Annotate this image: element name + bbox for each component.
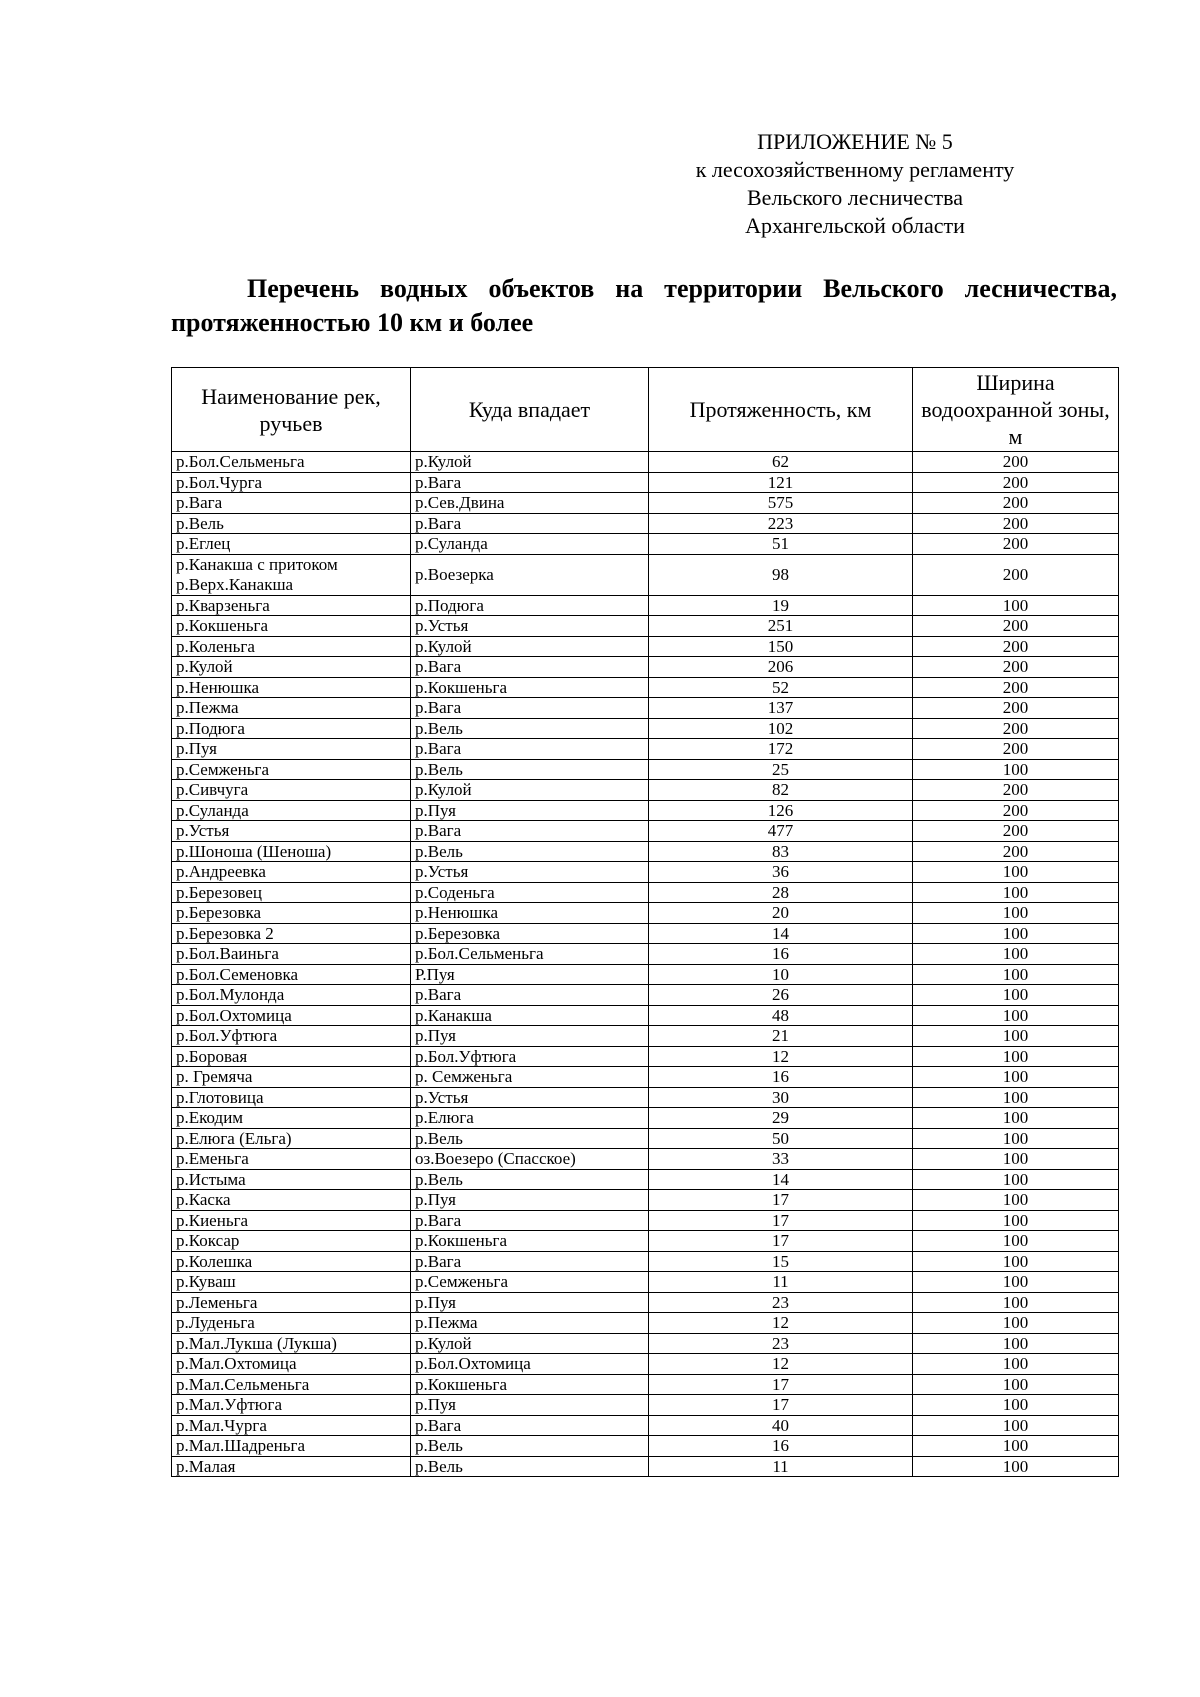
river-name-cell: р.Екодим	[172, 1108, 411, 1129]
flows-into-cell: р.Вага	[411, 1415, 649, 1436]
flows-into-cell: р.Вага	[411, 1210, 649, 1231]
length-cell: 17	[649, 1231, 913, 1252]
zone-width-cell: 200	[913, 698, 1119, 719]
zone-width-cell: 200	[913, 452, 1119, 473]
length-cell: 25	[649, 759, 913, 780]
table-row	[172, 595, 1119, 616]
zone-width-cell: 100	[913, 1169, 1119, 1190]
river-name-cell: р.Мал.Охтомица	[172, 1354, 411, 1375]
flows-into-cell: р.Пежма	[411, 1313, 649, 1334]
zone-width-cell: 100	[913, 1087, 1119, 1108]
zone-width-cell: 100	[913, 1149, 1119, 1170]
length-cell: 40	[649, 1415, 913, 1436]
table-row	[172, 759, 1119, 780]
zone-width-cell: 100	[913, 985, 1119, 1006]
river-name-cell: р. Гремяча	[172, 1067, 411, 1088]
flows-into-cell: р.Вага	[411, 472, 649, 493]
zone-width-cell: 100	[913, 1374, 1119, 1395]
header-river-name: Наименование рек, ручьев	[172, 368, 411, 452]
flows-into-cell: р.Кокшеньга	[411, 677, 649, 698]
length-cell: 17	[649, 1395, 913, 1416]
flows-into-cell: р.Елюга	[411, 1108, 649, 1129]
zone-width-cell: 100	[913, 595, 1119, 616]
flows-into-cell: р.Пуя	[411, 1190, 649, 1211]
flows-into-cell: оз.Воезеро (Спасское)	[411, 1149, 649, 1170]
title-line-1: Перечень водных объектов на территории Вельского лесничества,	[247, 274, 1117, 303]
flows-into-cell: р.Устья	[411, 1087, 649, 1108]
appendix-reference: к лесохозяйственному регламенту	[695, 157, 1015, 182]
zone-width-cell: 100	[913, 1436, 1119, 1457]
appendix-forestry: Вельского лесничества	[747, 185, 963, 210]
length-cell: 15	[649, 1251, 913, 1272]
length-cell: 52	[649, 677, 913, 698]
length-cell: 82	[649, 780, 913, 801]
river-name-cell: р.Березовец	[172, 882, 411, 903]
zone-width-cell: 100	[913, 1067, 1119, 1088]
length-cell: 26	[649, 985, 913, 1006]
flows-into-cell: р.Пуя	[411, 1395, 649, 1416]
river-name-cell: р.Еглец	[172, 534, 411, 555]
table-row	[172, 1313, 1119, 1334]
river-name-cell: р.Шоноша (Шеноша)	[172, 841, 411, 862]
table-row	[172, 1231, 1119, 1252]
river-name-cell: р.Мал.Шадреньга	[172, 1436, 411, 1457]
length-cell: 19	[649, 595, 913, 616]
river-name-cell: р.Березовка 2	[172, 923, 411, 944]
length-cell: 48	[649, 1005, 913, 1026]
river-name-cell: р.Бол.Семеновка	[172, 964, 411, 985]
flows-into-cell: р.Канакша	[411, 1005, 649, 1026]
length-cell: 11	[649, 1456, 913, 1477]
length-cell: 16	[649, 944, 913, 965]
table-row	[172, 1087, 1119, 1108]
river-name-cell: р.Каска	[172, 1190, 411, 1211]
flows-into-cell: р.Кокшеньга	[411, 1231, 649, 1252]
zone-width-cell: 200	[913, 636, 1119, 657]
river-name-cell: р.Подюга	[172, 718, 411, 739]
zone-width-cell: 200	[913, 841, 1119, 862]
flows-into-cell: р.Бол.Охтомица	[411, 1354, 649, 1375]
table-row	[172, 964, 1119, 985]
river-name-cell: р.Канакша с притоком р.Верх.Канакша	[172, 554, 411, 595]
river-name-cell: р.Елюга (Ельга)	[172, 1128, 411, 1149]
length-cell: 14	[649, 1169, 913, 1190]
zone-width-cell: 200	[913, 780, 1119, 801]
river-name-cell: р.Ненюшка	[172, 677, 411, 698]
flows-into-cell: р.Вель	[411, 718, 649, 739]
table-row	[172, 1415, 1119, 1436]
table-row	[172, 677, 1119, 698]
zone-width-cell: 100	[913, 759, 1119, 780]
table-row	[172, 1005, 1119, 1026]
flows-into-cell: р.Вага	[411, 821, 649, 842]
river-name-cell: р.Леменьга	[172, 1292, 411, 1313]
table-row	[172, 1128, 1119, 1149]
river-name-cell: р.Бол.Чурга	[172, 472, 411, 493]
flows-into-cell: р.Соденьга	[411, 882, 649, 903]
flows-into-cell: Р.Пуя	[411, 964, 649, 985]
river-name-cell: р.Пежма	[172, 698, 411, 719]
flows-into-cell: р.Вель	[411, 759, 649, 780]
table-row	[172, 513, 1119, 534]
flows-into-cell: р.Вель	[411, 1456, 649, 1477]
table-row	[172, 493, 1119, 514]
table-row	[172, 944, 1119, 965]
zone-width-cell: 200	[913, 718, 1119, 739]
table-row	[172, 841, 1119, 862]
river-name-cell: р.Луденьга	[172, 1313, 411, 1334]
flows-into-cell: р.Вель	[411, 1169, 649, 1190]
length-cell: 30	[649, 1087, 913, 1108]
river-name-cell: р.Истыма	[172, 1169, 411, 1190]
river-name-cell: р.Мал.Сельменьга	[172, 1374, 411, 1395]
table-row	[172, 800, 1119, 821]
length-cell: 17	[649, 1374, 913, 1395]
flows-into-cell: р.Кокшеньга	[411, 1374, 649, 1395]
zone-width-cell: 100	[913, 862, 1119, 883]
zone-width-cell: 100	[913, 1128, 1119, 1149]
length-cell: 51	[649, 534, 913, 555]
zone-width-cell: 100	[913, 1251, 1119, 1272]
zone-width-cell: 100	[913, 923, 1119, 944]
table-row	[172, 903, 1119, 924]
zone-width-cell: 100	[913, 1026, 1119, 1047]
length-cell: 20	[649, 903, 913, 924]
length-cell: 477	[649, 821, 913, 842]
length-cell: 12	[649, 1313, 913, 1334]
flows-into-cell: р.Воезерка	[411, 554, 649, 595]
river-name-cell: р.Боровая	[172, 1046, 411, 1067]
length-cell: 10	[649, 964, 913, 985]
river-name-cell: р.Кокшеньга	[172, 616, 411, 637]
table-body	[172, 452, 1119, 1477]
flows-into-cell: р.Кулой	[411, 452, 649, 473]
river-name-cell: р.Мал.Лукша (Лукша)	[172, 1333, 411, 1354]
river-name-cell: р.Андреевка	[172, 862, 411, 883]
river-name-cell: р.Бол.Ваиньга	[172, 944, 411, 965]
flows-into-cell: р. Семженьга	[411, 1067, 649, 1088]
river-name-cell: р.Малая	[172, 1456, 411, 1477]
zone-width-cell: 100	[913, 1395, 1119, 1416]
river-name-cell: р.Бол.Мулонда	[172, 985, 411, 1006]
table-row	[172, 1251, 1119, 1272]
zone-width-cell: 200	[913, 554, 1119, 595]
river-name-cell: р.Кулой	[172, 657, 411, 678]
zone-width-cell: 200	[913, 472, 1119, 493]
length-cell: 21	[649, 1026, 913, 1047]
river-name-cell: р.Семженьга	[172, 759, 411, 780]
zone-width-cell: 100	[913, 1333, 1119, 1354]
water-objects-table	[171, 367, 1119, 1477]
river-name-cell: р.Глотовица	[172, 1087, 411, 1108]
flows-into-cell: р.Пуя	[411, 1292, 649, 1313]
flows-into-cell: р.Кулой	[411, 636, 649, 657]
length-cell: 121	[649, 472, 913, 493]
flows-into-cell: р.Кулой	[411, 1333, 649, 1354]
length-cell: 102	[649, 718, 913, 739]
flows-into-cell: р.Сев.Двина	[411, 493, 649, 514]
length-cell: 36	[649, 862, 913, 883]
length-cell: 12	[649, 1046, 913, 1067]
length-cell: 223	[649, 513, 913, 534]
river-name-cell: р.Сивчуга	[172, 780, 411, 801]
river-name-cell: р.Мал.Чурга	[172, 1415, 411, 1436]
zone-width-cell: 100	[913, 1354, 1119, 1375]
zone-width-cell: 200	[913, 739, 1119, 760]
length-cell: 62	[649, 452, 913, 473]
zone-width-cell: 100	[913, 1210, 1119, 1231]
zone-width-cell: 100	[913, 964, 1119, 985]
document-title	[171, 272, 1117, 340]
length-cell: 206	[649, 657, 913, 678]
length-cell: 29	[649, 1108, 913, 1129]
flows-into-cell: р.Пуя	[411, 800, 649, 821]
header-protection-zone: Ширина водоохранной зоны, м	[913, 368, 1119, 452]
river-name-cell: р.Вель	[172, 513, 411, 534]
river-name-cell: р.Бол.Уфтюга	[172, 1026, 411, 1047]
flows-into-cell: р.Ненюшка	[411, 903, 649, 924]
table-row	[172, 636, 1119, 657]
zone-width-cell: 100	[913, 1231, 1119, 1252]
table-row	[172, 985, 1119, 1006]
table-row	[172, 923, 1119, 944]
river-name-cell: р.Киеньга	[172, 1210, 411, 1231]
flows-into-cell: р.Березовка	[411, 923, 649, 944]
table-row	[172, 1169, 1119, 1190]
length-cell: 83	[649, 841, 913, 862]
zone-width-cell: 100	[913, 944, 1119, 965]
title-line-2: протяженностью 10 км и более	[171, 308, 534, 337]
river-name-cell: р.Колешка	[172, 1251, 411, 1272]
length-cell: 16	[649, 1436, 913, 1457]
river-name-cell: р.Устья	[172, 821, 411, 842]
river-name-cell: р.Бол.Сельменьга	[172, 452, 411, 473]
river-name-cell: р.Куваш	[172, 1272, 411, 1293]
zone-width-cell: 100	[913, 1005, 1119, 1026]
flows-into-cell: р.Вага	[411, 657, 649, 678]
flows-into-cell: р.Вага	[411, 1251, 649, 1272]
zone-width-cell: 200	[913, 677, 1119, 698]
table-row	[172, 616, 1119, 637]
table-row	[172, 821, 1119, 842]
zone-width-cell: 200	[913, 821, 1119, 842]
zone-width-cell: 100	[913, 1190, 1119, 1211]
table-header-row	[172, 368, 1119, 452]
length-cell: 137	[649, 698, 913, 719]
table-row	[172, 1436, 1119, 1457]
length-cell: 126	[649, 800, 913, 821]
table-row	[172, 882, 1119, 903]
zone-width-cell: 200	[913, 800, 1119, 821]
length-cell: 23	[649, 1333, 913, 1354]
river-name-cell: р.Пуя	[172, 739, 411, 760]
table-row	[172, 1395, 1119, 1416]
flows-into-cell: р.Устья	[411, 616, 649, 637]
length-cell: 28	[649, 882, 913, 903]
length-cell: 172	[649, 739, 913, 760]
flows-into-cell: р.Бол.Уфтюга	[411, 1046, 649, 1067]
river-name-cell: р.Коксар	[172, 1231, 411, 1252]
river-name-cell: р.Еменьга	[172, 1149, 411, 1170]
table-row	[172, 1190, 1119, 1211]
flows-into-cell: р.Вага	[411, 739, 649, 760]
length-cell: 251	[649, 616, 913, 637]
appendix-region: Архангельской области	[745, 213, 965, 238]
table-row	[172, 1210, 1119, 1231]
zone-width-cell: 100	[913, 903, 1119, 924]
appendix-number: ПРИЛОЖЕНИЕ № 5	[757, 129, 953, 154]
table-row	[172, 1374, 1119, 1395]
table-row	[172, 472, 1119, 493]
zone-width-cell: 100	[913, 882, 1119, 903]
flows-into-cell: р.Кулой	[411, 780, 649, 801]
river-name-cell: р.Коленьга	[172, 636, 411, 657]
flows-into-cell: р.Вага	[411, 985, 649, 1006]
table-row	[172, 1354, 1119, 1375]
table-row	[172, 1108, 1119, 1129]
zone-width-cell: 100	[913, 1046, 1119, 1067]
table-row	[172, 1026, 1119, 1047]
flows-into-cell: р.Вель	[411, 841, 649, 862]
length-cell: 17	[649, 1210, 913, 1231]
zone-width-cell: 100	[913, 1456, 1119, 1477]
table-row	[172, 1333, 1119, 1354]
table-row	[172, 452, 1119, 473]
zone-width-cell: 100	[913, 1313, 1119, 1334]
length-cell: 575	[649, 493, 913, 514]
length-cell: 11	[649, 1272, 913, 1293]
flows-into-cell: р.Вага	[411, 513, 649, 534]
table-row	[172, 1046, 1119, 1067]
river-name-cell: р.Мал.Уфтюга	[172, 1395, 411, 1416]
flows-into-cell: р.Суланда	[411, 534, 649, 555]
zone-width-cell: 100	[913, 1292, 1119, 1313]
table-row	[172, 657, 1119, 678]
zone-width-cell: 200	[913, 534, 1119, 555]
length-cell: 17	[649, 1190, 913, 1211]
table-row	[172, 1149, 1119, 1170]
length-cell: 150	[649, 636, 913, 657]
flows-into-cell: р.Вель	[411, 1436, 649, 1457]
zone-width-cell: 100	[913, 1415, 1119, 1436]
length-cell: 23	[649, 1292, 913, 1313]
length-cell: 33	[649, 1149, 913, 1170]
table-row	[172, 534, 1119, 555]
zone-width-cell: 100	[913, 1272, 1119, 1293]
river-name-cell: р.Вага	[172, 493, 411, 514]
header-length: Протяженность, км	[649, 368, 913, 452]
length-cell: 16	[649, 1067, 913, 1088]
flows-into-cell: р.Бол.Сельменьга	[411, 944, 649, 965]
appendix-header	[660, 128, 1050, 240]
table-row	[172, 1292, 1119, 1313]
table-row	[172, 1272, 1119, 1293]
table-row	[172, 554, 1119, 595]
river-name-cell: р.Суланда	[172, 800, 411, 821]
flows-into-cell: р.Устья	[411, 862, 649, 883]
table-row	[172, 862, 1119, 883]
table-row	[172, 780, 1119, 801]
length-cell: 12	[649, 1354, 913, 1375]
zone-width-cell: 200	[913, 657, 1119, 678]
length-cell: 14	[649, 923, 913, 944]
table-row	[172, 1456, 1119, 1477]
zone-width-cell: 200	[913, 513, 1119, 534]
zone-width-cell: 100	[913, 1108, 1119, 1129]
table-row	[172, 1067, 1119, 1088]
flows-into-cell: р.Семженьга	[411, 1272, 649, 1293]
length-cell: 50	[649, 1128, 913, 1149]
flows-into-cell: р.Вель	[411, 1128, 649, 1149]
flows-into-cell: р.Пуя	[411, 1026, 649, 1047]
length-cell: 98	[649, 554, 913, 595]
river-name-cell: р.Бол.Охтомица	[172, 1005, 411, 1026]
table-row	[172, 698, 1119, 719]
zone-width-cell: 200	[913, 616, 1119, 637]
flows-into-cell: р.Вага	[411, 698, 649, 719]
river-name-cell: р.Березовка	[172, 903, 411, 924]
river-name-cell: р.Кварзеньга	[172, 595, 411, 616]
table-row	[172, 718, 1119, 739]
table-row	[172, 739, 1119, 760]
flows-into-cell: р.Подюга	[411, 595, 649, 616]
header-flows-into: Куда впадает	[411, 368, 649, 452]
zone-width-cell: 200	[913, 493, 1119, 514]
